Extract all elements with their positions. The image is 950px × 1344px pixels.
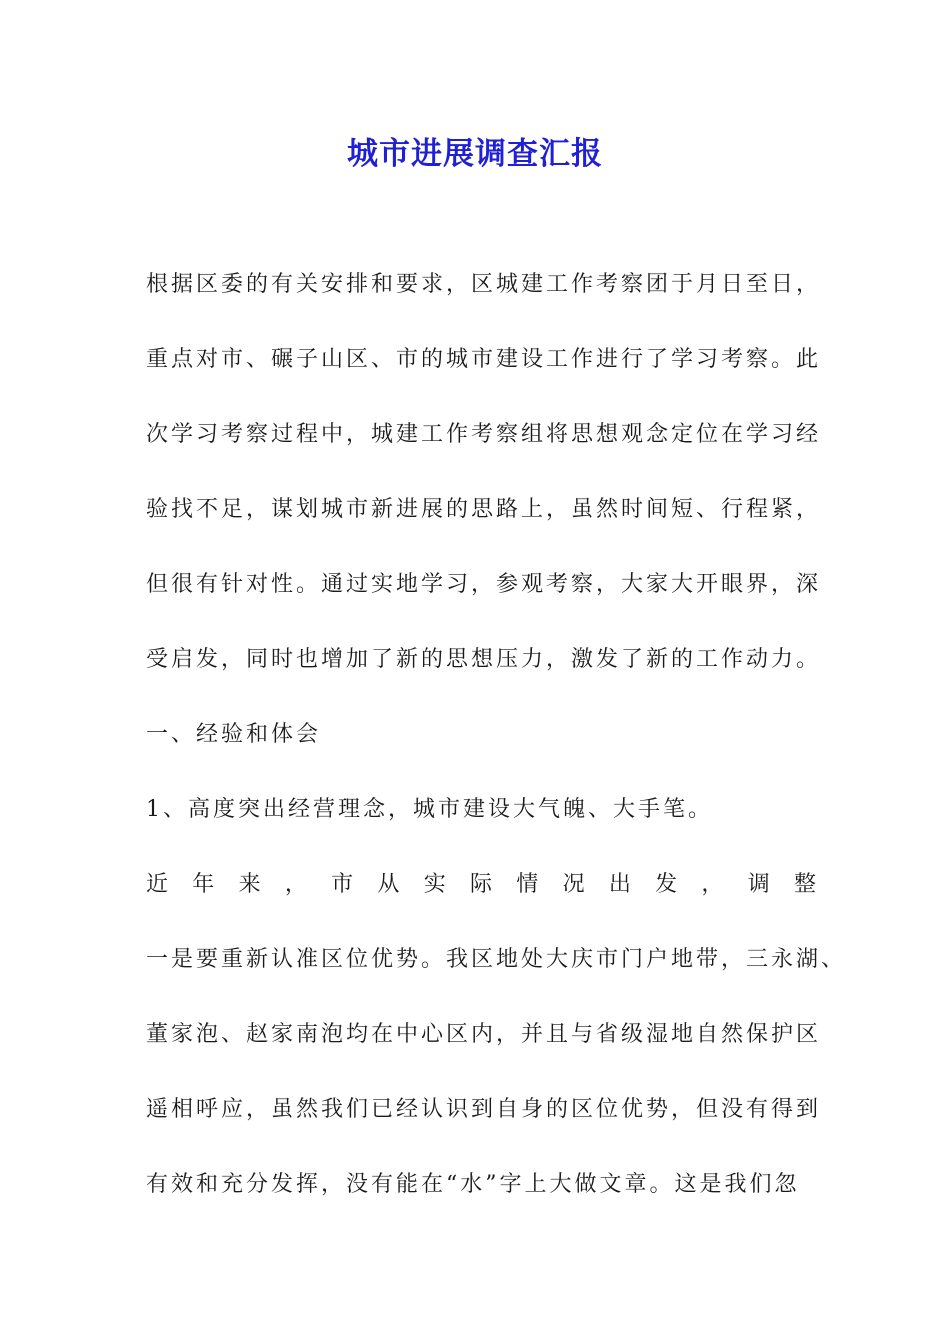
paragraph-line: 受启发，同时也增加了新的思想压力，激发了新的工作动力。 (146, 647, 822, 672)
section-heading: 一、经验和体会 (146, 722, 322, 747)
paragraph-line: 近 年 来 ， 市 从 实 际 情 况 出 发 ， 调 整 (146, 872, 816, 897)
paragraph-line: 一是要重新认准区位优势。我区地处大庆市门户地带，三永湖、 (146, 947, 847, 972)
paragraph-line: 董家泡、赵家南泡均在中心区内，并且与省级湿地自然保护区 (146, 1022, 822, 1047)
subsection-heading: 1、高度突出经营理念，城市建设大气魄、大手笔。 (146, 797, 713, 822)
document-body (146, 264, 847, 1239)
paragraph-line: 重点对市、碾子山区、市的城市建设工作进行了学习考察。此 (146, 347, 822, 372)
paragraph-line: 遥相呼应，虽然我们已经认识到自身的区位优势，但没有得到 (146, 1097, 822, 1122)
paragraph-line: 次学习考察过程中，城建工作考察组将思想观念定位在学习经 (146, 422, 822, 447)
document-title: 城市进展调查汇报 (347, 136, 603, 172)
paragraph-line: 但很有针对性。通过实地学习，参观考察，大家大开眼界，深 (146, 572, 822, 597)
paragraph-line: 有效和充分发挥，没有能在“水”字上大做文章。这是我们忽 (146, 1172, 800, 1197)
paragraph-line: 根据区委的有关安排和要求，区城建工作考察团于月日至日， (146, 272, 822, 297)
paragraph-line: 验找不足，谋划城市新进展的思路上，虽然时间短、行程紧， (146, 497, 822, 522)
